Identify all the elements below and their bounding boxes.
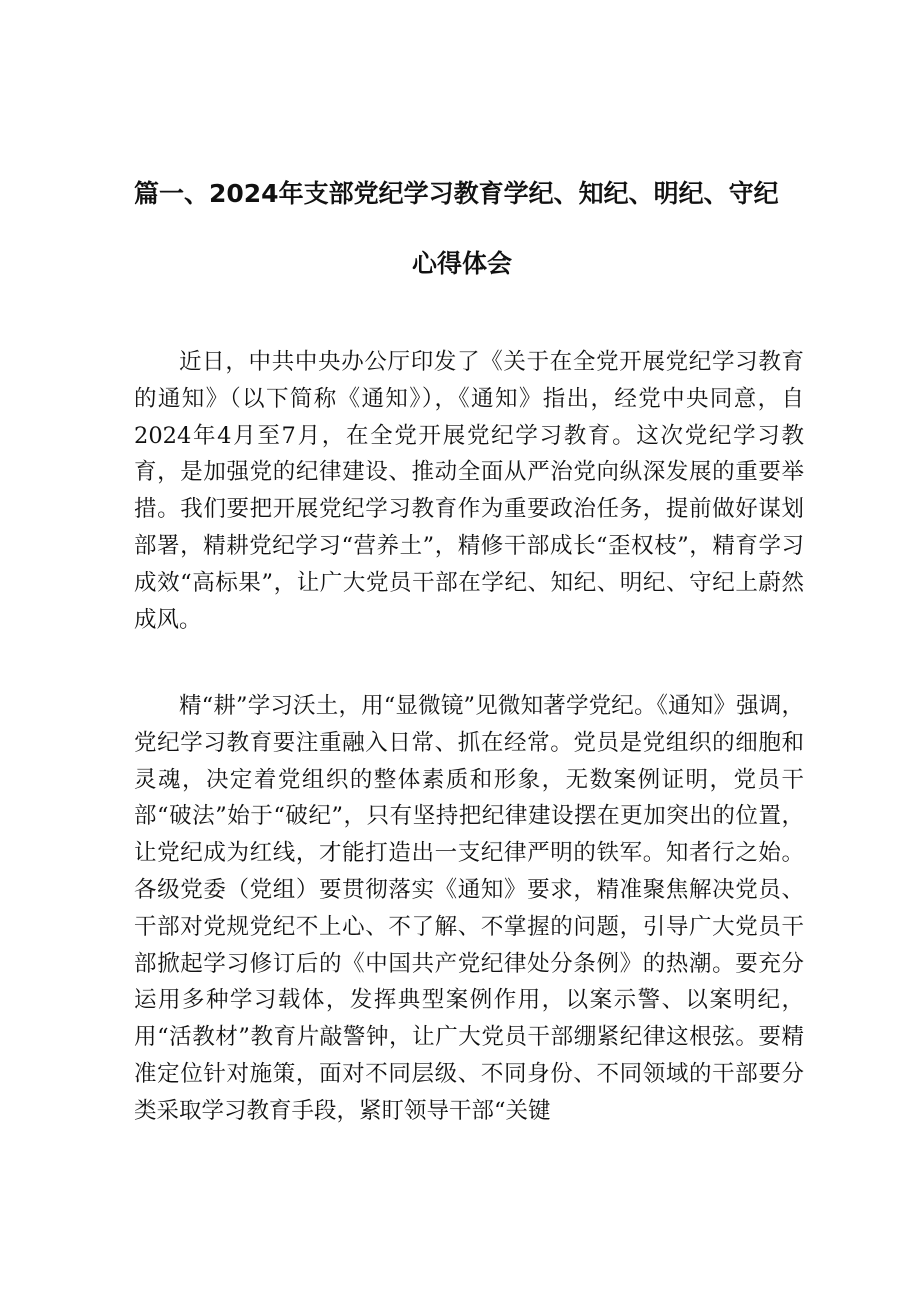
body-paragraph-2: 精“耕”学习沃土，用“显微镜”见微知著学党纪。《通知》强调，党纪学习教育要注重融入日常、抓在经常。党员是党组织的细胞和灵魂，决定着党组织的整体素质和形象，无数案例证明，党员干部“破法”始于“破纪”，只有坚持把纪律建设摆在更加突出的位置，让党纪成为红线，才能打造出一支纪律严明的铁军。知者行之始。各级党委（党组）要贯彻落实《通知》要求，精准聚焦解决党员、干部对党规党纪不上心、不了解、不掌握的问题，引导广大党员干部掀起学习修订后的《中国共产党纪律处分条例》的热潮。要充分运用多种学习载体，发挥典型案例作用，以案示警、以案明纪，用“活教材”教育片敲警钟，让广大党员干部绷紧纪律这根弦。要精准定位针对施策，面对不同层级、不同身份、不同领域的干部要分类采取学习教育手段，紧盯领导干部“关键 [134,693,804,1124]
document-title-line-1: 篇一、2024年支部党纪学习教育学纪、知纪、明纪、守纪 [134,179,779,208]
document-title-line-2: 心得体会 [412,249,513,278]
body-paragraph-1: 近日，中共中央办公厅印发了《关于在全党开展党纪学习教育的通知》（以下简称《通知》），《通知》指出，经党中央同意，自2024年4月至7月，在全党开展党纪学习教育。这次党纪学习教育，是加强党的纪律建设、推动全面从严治党向纵深发展的重要举措。我们要把开展党纪学习教育作为重要政治任务，提前做好谋划部署，精耕党纪学习“营养土”，精修干部成长“歪权枝”，精育学习成效“高标果”，让广大党员干部在学纪、知纪、明纪、守纪上蔚然成风。 [134,349,804,633]
